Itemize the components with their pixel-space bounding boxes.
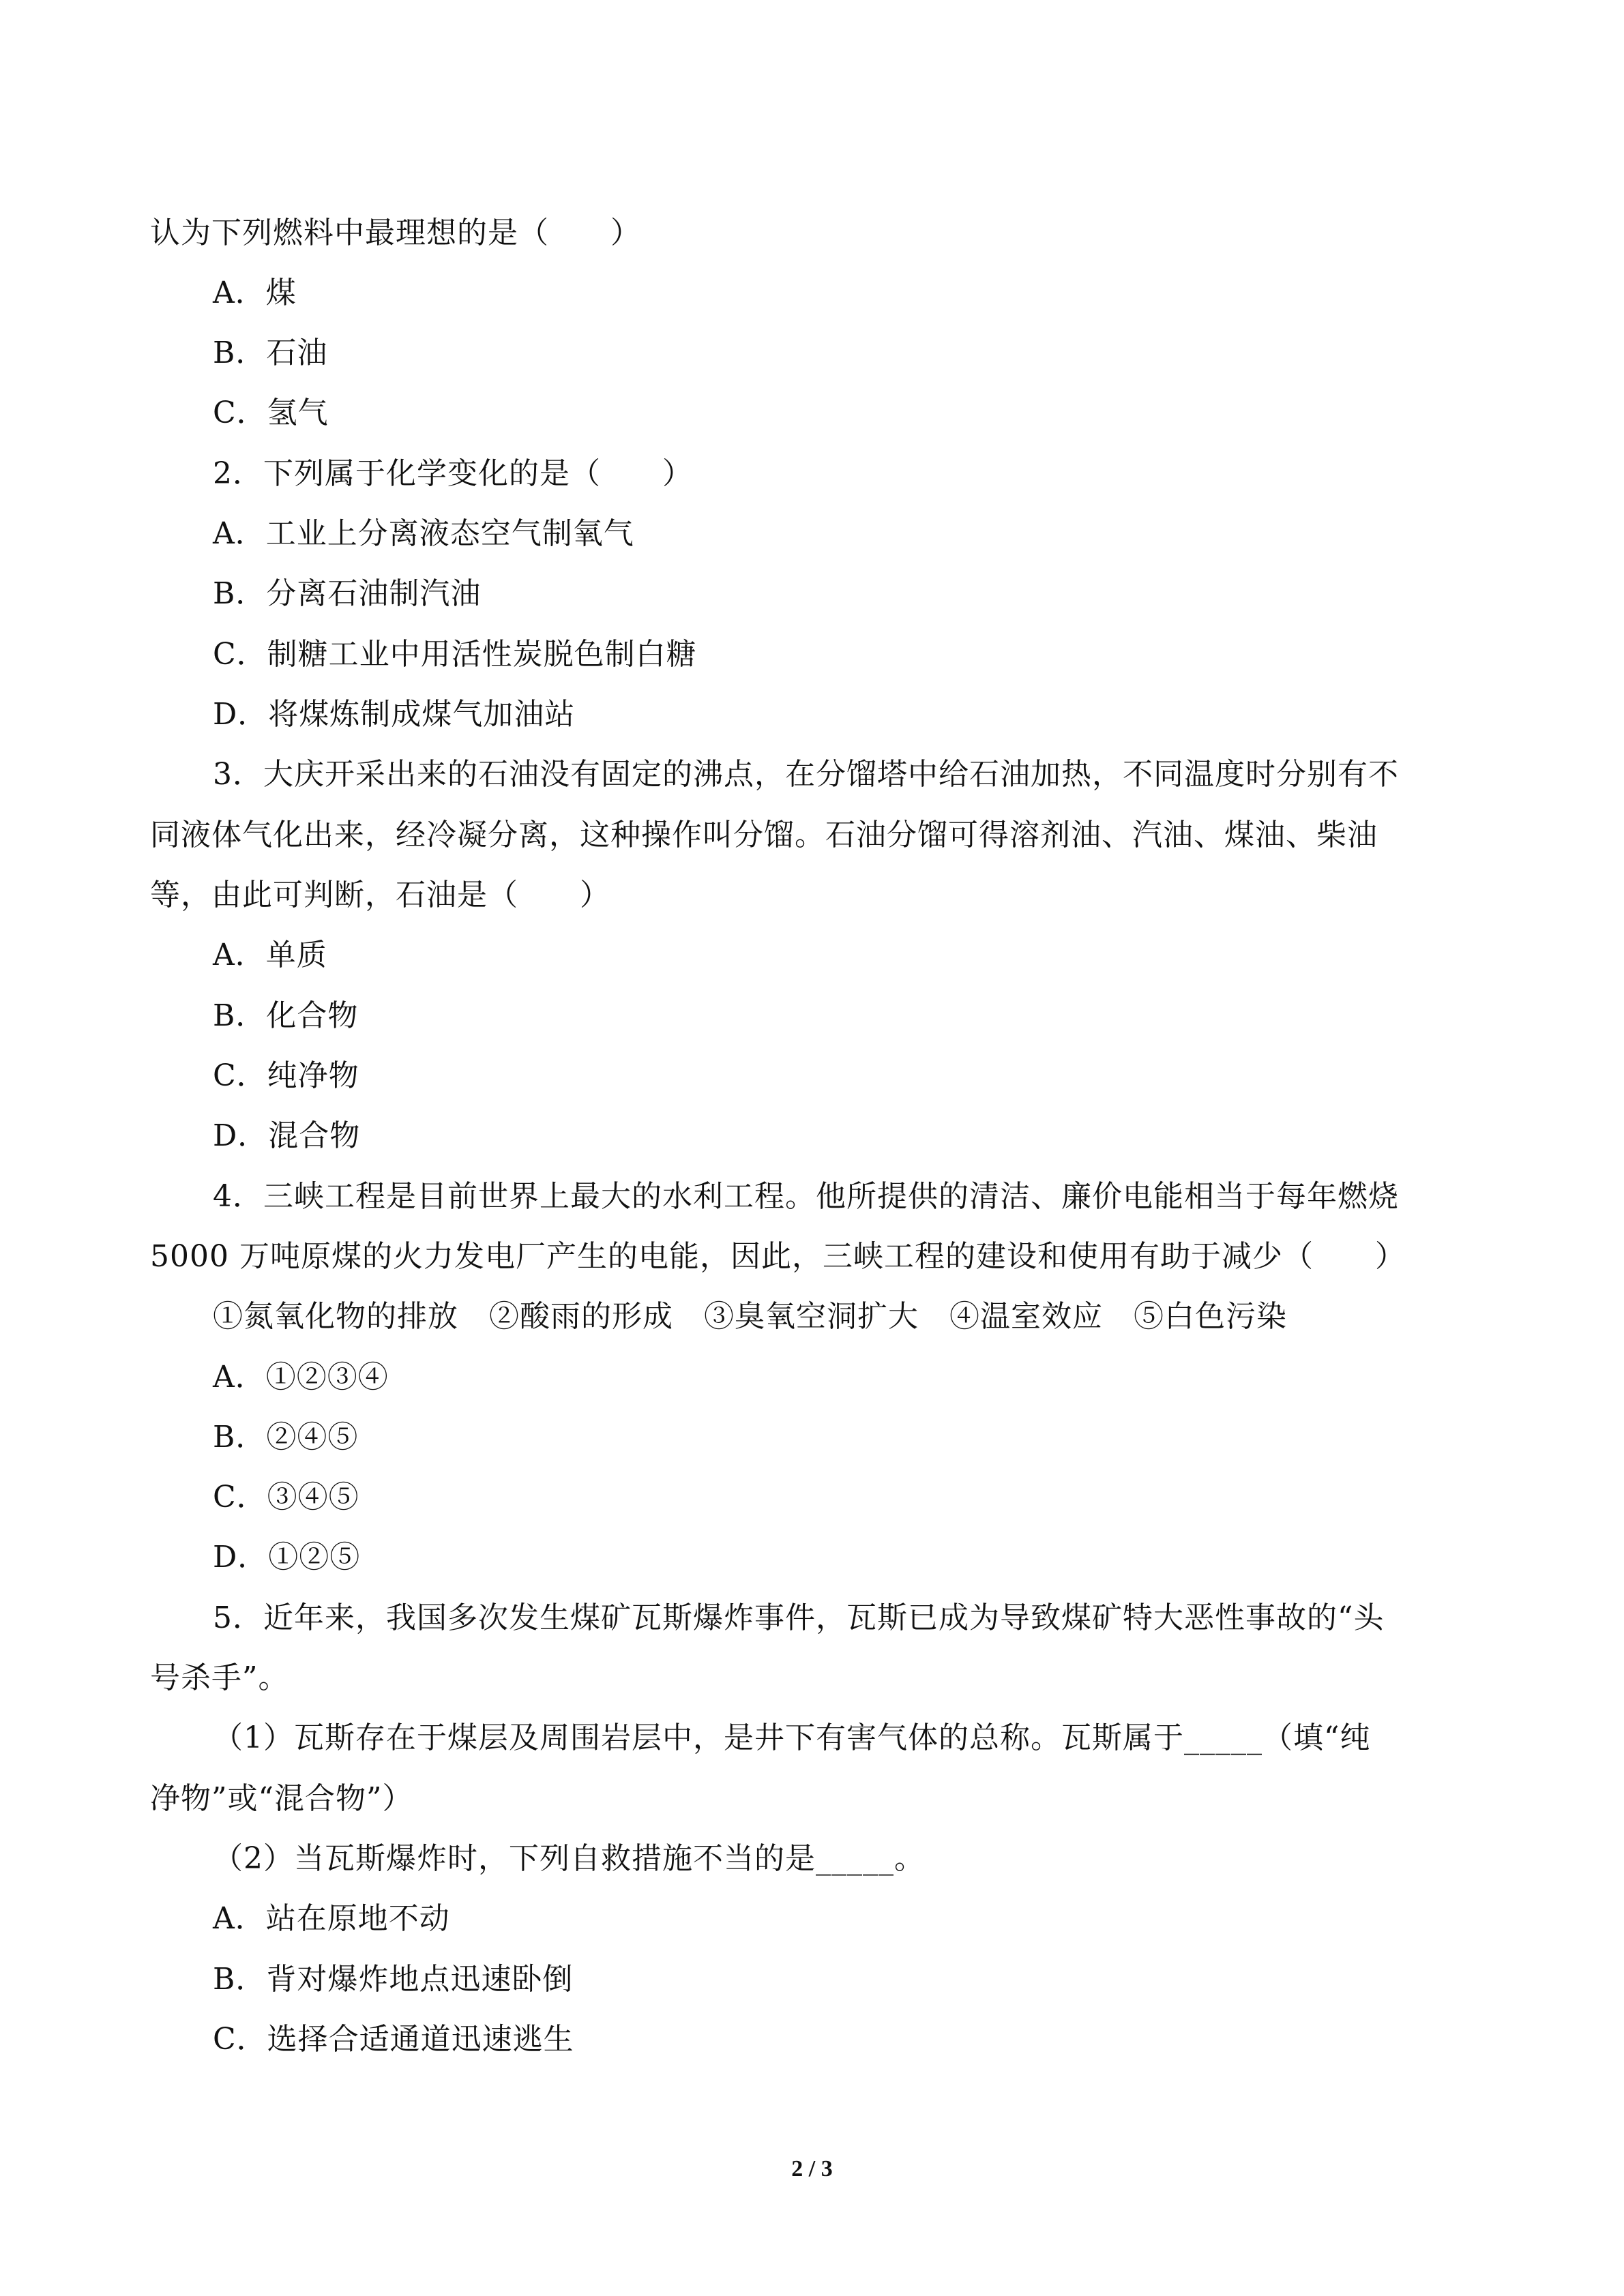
page-number: 2 / 3 xyxy=(791,2156,833,2181)
question-4-option-b: B．②④⑤ xyxy=(213,1420,359,1455)
question-5-part-2: （2）当瓦斯爆炸时，下列自救措施不当的是_____。 xyxy=(213,1841,925,1876)
question-3-option-a: A．单质 xyxy=(213,938,327,972)
question-4-choices-list: ①氮氧化物的排放 ②酸雨的形成 ③臭氧空洞扩大 ④温室效应 ⑤白色污染 xyxy=(213,1299,1287,1334)
question-1-option-b: B．石油 xyxy=(213,336,328,370)
question-5-option-b: B．背对爆炸地点迅速卧倒 xyxy=(213,1962,574,1997)
question-5-part-1-line-2: 净物”或“混合物”） xyxy=(150,1781,413,1816)
question-5-option-a: A．站在原地不动 xyxy=(213,1901,450,1936)
question-4-option-a: A．①②③④ xyxy=(213,1360,389,1395)
question-5-option-c: C．选择合适通道迅速逃生 xyxy=(213,2022,574,2057)
question-2-stem: 2．下列属于化学变化的是（ ） xyxy=(213,456,693,491)
question-3-option-b: B．化合物 xyxy=(213,998,359,1033)
question-2-option-c: C．制糖工业中用活性炭脱色制白糖 xyxy=(213,637,697,672)
question-4-option-c: C．③④⑤ xyxy=(213,1480,359,1515)
question-1-option-c: C．氢气 xyxy=(213,396,329,430)
question-3-stem-line-1: 3．大庆开采出来的石油没有固定的沸点，在分馏塔中给石油加热，不同温度时分别有不 xyxy=(213,757,1399,792)
question-5-stem-line-2: 号杀手”。 xyxy=(150,1660,289,1695)
question-1-option-a: A．煤 xyxy=(213,275,297,310)
question-5-part-1-line-1: （1）瓦斯存在于煤层及周围岩层中，是井下有害气体的总称。瓦斯属于_____（填“纯 xyxy=(213,1720,1371,1755)
question-2-option-d: D．将煤炼制成煤气加油站 xyxy=(213,697,576,732)
question-3-option-c: C．纯净物 xyxy=(213,1058,359,1093)
question-4-stem-line-2: 5000 万吨原煤的火力发电厂产生的电能，因此，三峡工程的建设和使用有助于减少（ ） xyxy=(150,1239,1406,1274)
question-4-stem-line-1: 4．三峡工程是目前世界上最大的水利工程。他所提供的清洁、廉价电能相当于每年燃烧 xyxy=(213,1179,1399,1214)
question-3-stem-line-3: 等，由此可判断，石油是（ ） xyxy=(150,878,610,912)
question-2-option-a: A．工业上分离液态空气制氧气 xyxy=(213,516,634,551)
question-4-option-d: D．①②⑤ xyxy=(213,1540,361,1575)
question-5-stem-line-1: 5．近年来，我国多次发生煤矿瓦斯爆炸事件，瓦斯已成为导致煤矿特大恶性事故的“头 xyxy=(213,1600,1385,1635)
question-1-stem-continued: 认为下列燃料中最理想的是（ ） xyxy=(150,215,641,250)
question-3-option-d: D．混合物 xyxy=(213,1118,361,1153)
question-2-option-b: B．分离石油制汽油 xyxy=(213,576,482,611)
question-3-stem-line-2: 同液体气化出来，经冷凝分离，这种操作叫分馏。石油分馏可得溶剂油、汽油、煤油、柴油 xyxy=(150,818,1378,852)
